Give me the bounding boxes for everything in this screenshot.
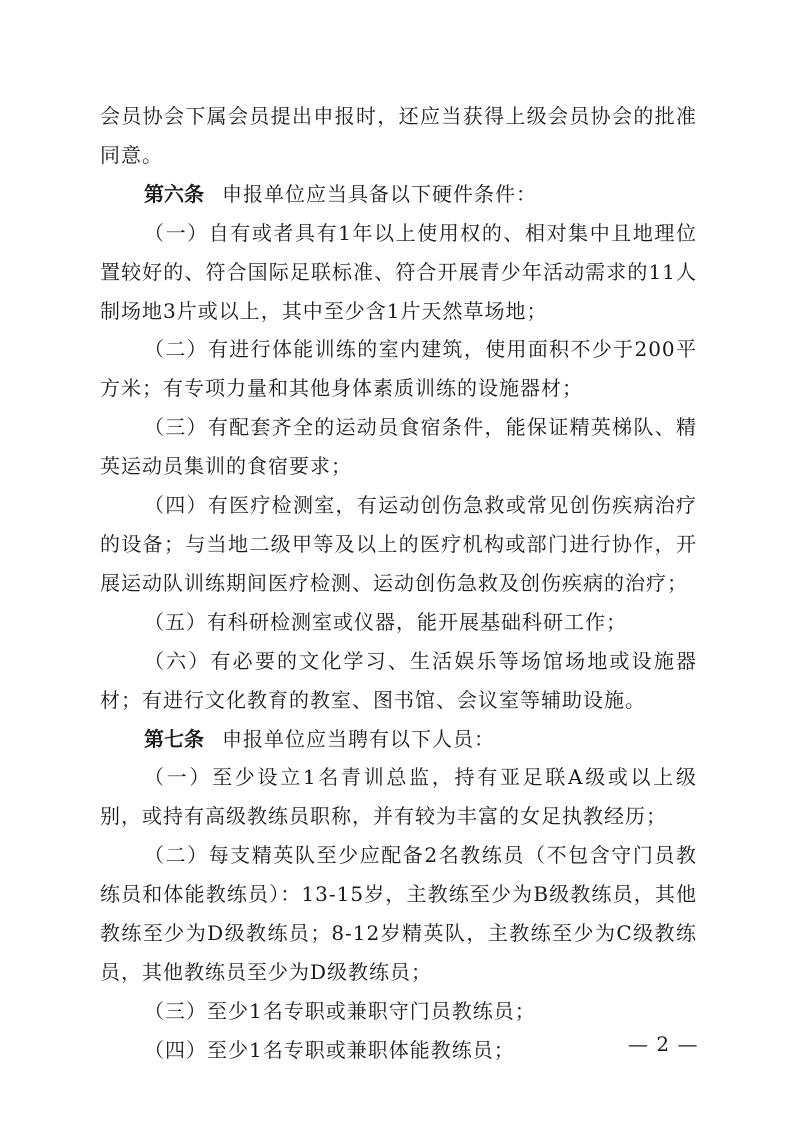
- document-body: [100, 97, 697, 1070]
- paragraph-continuation: [100, 97, 697, 175]
- article-7-item-1: [100, 758, 697, 836]
- paragraph-text: （二）有进行体能训练的室内建筑，使用面积不少于200平方米；有专项力量和其他身体素质训练的设施器材；: [100, 337, 697, 401]
- article-text: 申报单位应当具备以下硬件条件：: [222, 181, 537, 206]
- paragraph-text: （一）自有或者具有1年以上使用权的、相对集中且地理位置较好的、符合国际足联标准、符合开展青少年活动需求的11人制场地3片或以上，其中至少含1片天然草场地；: [100, 220, 697, 323]
- article-6-item-2: [100, 330, 697, 408]
- article-6-item-3: [100, 408, 697, 486]
- article-label: 第六条: [144, 181, 204, 206]
- paragraph-text: （四）至少1名专职或兼职体能教练员；: [144, 1037, 515, 1062]
- article-6-item-4: [100, 486, 697, 603]
- paragraph-text: （五）有科研检测室或仪器，能开展基础科研工作；: [144, 609, 627, 634]
- paragraph-text: （二）每支精英队至少应配备2名教练员（不包含守门员教练员和体能教练员）：13-15岁，主教练至少为B级教练员，其他教练至少为D级教练员；8-12岁精英队，主教练至少为C级教练员，其他教练员至少为D级教练员；: [100, 843, 697, 984]
- paragraph-text: 会员协会下属会员提出申报时，还应当获得上级会员协会的批准同意。: [100, 104, 697, 167]
- article-7-item-4: [100, 1031, 697, 1070]
- article-6-item-1: [100, 214, 697, 331]
- article-label: 第七条: [144, 726, 204, 751]
- paragraph-text: （三）至少1名专职或兼职守门员教练员；: [144, 998, 536, 1023]
- article-6-item-5: [100, 603, 697, 642]
- article-6-item-6: [100, 642, 697, 720]
- article-7-item-3: [100, 992, 697, 1031]
- article-7-item-2: [100, 836, 697, 992]
- article-6-heading: [100, 175, 697, 214]
- paragraph-text: （一）至少设立1名青训总监，持有亚足联A级或以上级别，或持有高级教练员职称，并有较为丰富的女足执教经历；: [100, 765, 697, 829]
- page-number: — 2 —: [628, 1032, 699, 1056]
- article-text: 申报单位应当聘有以下人员：: [222, 726, 495, 751]
- article-7-heading: [100, 720, 697, 759]
- paragraph-text: （四）有医疗检测室，有运动创伤急救或常见创伤疾病治疗的设备；与当地二级甲等及以上的医疗机构或部门进行协作，开展运动队训练期间医疗检测、运动创伤急救及创伤疾病的治疗；: [100, 493, 697, 595]
- paragraph-text: （六）有必要的文化学习、生活娱乐等场馆场地或设施器材；有进行文化教育的教室、图书馆、会议室等辅助设施。: [100, 648, 697, 712]
- paragraph-text: （三）有配套齐全的运动员食宿条件，能保证精英梯队、精英运动员集训的食宿要求；: [100, 415, 697, 479]
